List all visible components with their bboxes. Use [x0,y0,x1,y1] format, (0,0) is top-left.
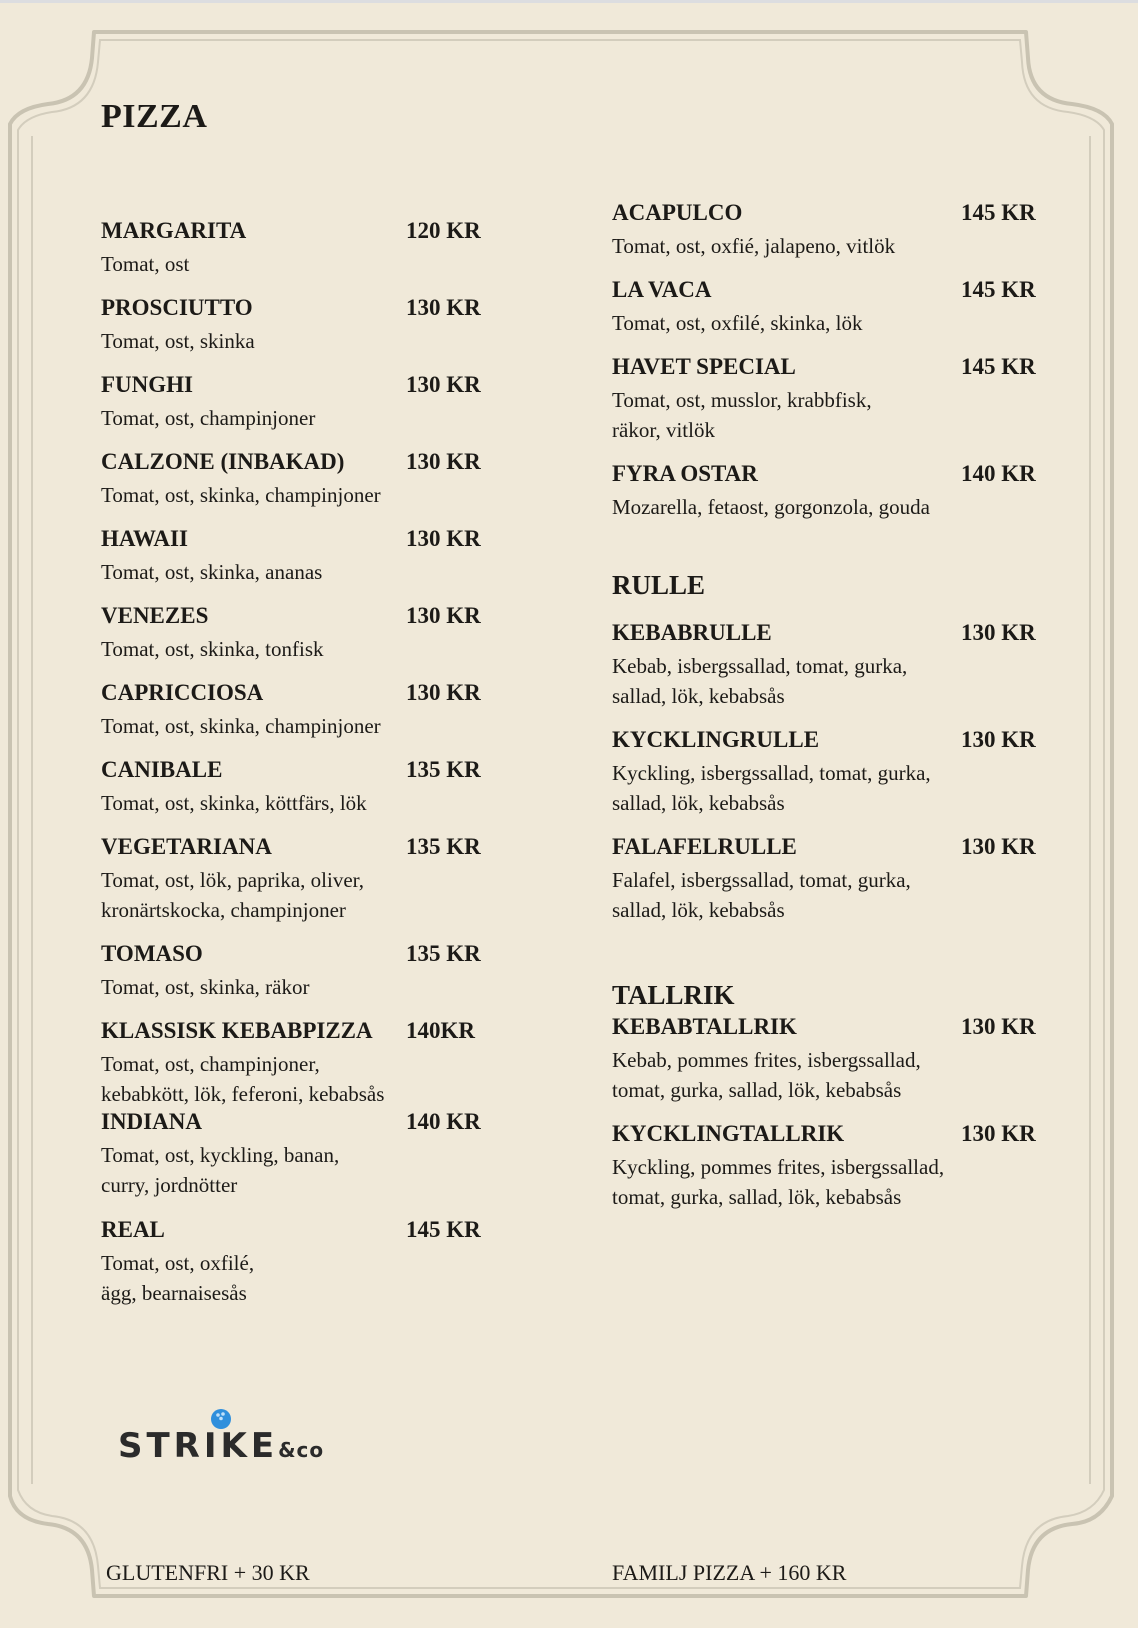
menu-item-hawaii [101,526,493,587]
item-price: 135 KR [406,941,481,966]
page-title: PIZZA [101,98,208,135]
menu-item-indiana [101,1109,493,1200]
item-name: TOMASO [101,941,203,966]
item-price: 130 KR [406,680,481,705]
item-description: Falafel, isbergssallad, tomat, gurka, sallad, lök, kebabsås [612,868,911,922]
menu-item-havet-special [612,354,1042,445]
item-description: Tomat, ost, champinjoner [101,406,316,430]
item-price: 140KR [406,1018,475,1043]
item-name: CAPRICCIOSA [101,680,264,705]
item-description: Kebab, isbergssallad, tomat, gurka, sallad, lök, kebabsås [612,654,908,708]
item-description: Tomat, ost, oxfilé, skinka, lök [612,311,863,335]
menu-item-kebabrulle [612,620,1042,711]
menu-item-funghi [101,372,493,433]
item-description: Tomat, ost, oxfilé, ägg, bearnaisesås [101,1251,255,1305]
item-price: 130 KR [961,727,1036,752]
item-name: HAWAII [101,526,188,551]
item-name: FALAFELRULLE [612,834,797,859]
item-description: Tomat, ost, lök, paprika, oliver, kronärtskocka, champinjoner [101,868,365,922]
logo-suffix-text: &co [278,1438,325,1462]
footer-family-pizza-note: FAMILJ PIZZA + 160 KR [612,1560,847,1585]
item-name: HAVET SPECIAL [612,354,796,379]
item-description: Kebab, pommes frites, isbergssallad, tomat, gurka, sallad, lök, kebabsås [612,1048,921,1102]
item-description: Tomat, ost, kyckling, banan, curry, jordnötter [101,1143,340,1197]
item-price: 130 KR [961,834,1036,859]
menu-item-real [101,1217,493,1308]
item-name: FYRA OSTAR [612,461,758,486]
item-description: Mozarella, fetaost, gorgonzola, gouda [612,495,931,519]
item-name: KYCKLINGTALLRIK [612,1121,845,1146]
item-price: 130 KR [961,1121,1036,1146]
menu-item-capricciosa [101,680,493,741]
item-name: KYCKLINGRULLE [612,727,820,752]
item-price: 145 KR [961,354,1036,379]
menu-item-fyra-ostar [612,461,1042,522]
menu-item-calzone [101,449,493,510]
item-price: 130 KR [406,449,481,474]
footer-glutenfree-note: GLUTENFRI + 30 KR [106,1560,310,1585]
menu-item-venezes [101,603,493,664]
item-description: Kyckling, pommes frites, isbergssallad, tomat, gurka, sallad, lök, kebabsås [612,1155,945,1209]
item-name: MARGARITA [101,218,247,243]
menu-item-tomaso [101,941,493,1002]
item-price: 130 KR [406,603,481,628]
menu-item-la-vaca [612,277,1042,338]
menu-item-klassisk-kebabpizza [101,1018,493,1109]
item-name: CANIBALE [101,757,223,782]
item-description: Tomat, ost, skinka, ananas [101,560,323,584]
item-price: 135 KR [406,757,481,782]
item-description: Tomat, ost, skinka [101,329,255,353]
item-name: KEBABRULLE [612,620,772,645]
item-description: Tomat, ost, skinka, champinjoner [101,714,381,738]
item-price: 130 KR [406,372,481,397]
item-description: Tomat, ost, skinka, champinjoner [101,483,381,507]
strike-logo [118,1418,358,1478]
item-name: REAL [101,1217,165,1242]
item-price: 145 KR [961,200,1036,225]
item-price: 140 KR [961,461,1036,486]
item-name: PROSCIUTTO [101,295,253,320]
item-price: 130 KR [961,620,1036,645]
item-name: KEBABTALLRIK [612,1014,797,1039]
item-name: VEGETARIANA [101,834,272,859]
logo-main-text: STRIKE [118,1426,279,1466]
item-description: Tomat, ost, skinka, räkor [101,975,310,999]
menu-item-falafelrulle [612,834,1042,925]
item-name: FUNGHI [101,372,193,397]
menu-item-margarita [101,218,493,279]
item-name: VENEZES [101,603,209,628]
item-price: 130 KR [961,1014,1036,1039]
item-price: 130 KR [406,526,481,551]
item-description: Tomat, ost [101,252,190,276]
item-name: INDIANA [101,1109,202,1134]
item-description: Tomat, ost, skinka, köttfärs, lök [101,791,367,815]
section-title-tallrik: TALLRIK [612,980,735,1010]
item-name: CALZONE (INBAKAD) [101,449,345,474]
item-price: 120 KR [406,218,481,243]
section-title-rulle: RULLE [612,570,706,600]
item-description: Tomat, ost, oxfié, jalapeno, vitlök [612,234,896,258]
menu-item-vegetariana [101,834,493,925]
item-price: 140 KR [406,1109,481,1134]
item-name: KLASSISK KEBABPIZZA [101,1018,373,1043]
item-description: Tomat, ost, musslor, krabbfisk, räkor, vitlök [612,388,872,442]
item-price: 130 KR [406,295,481,320]
item-name: ACAPULCO [612,200,743,225]
item-price: 145 KR [961,277,1036,302]
menu-item-prosciutto [101,295,493,356]
menu-item-acapulco [612,200,1042,261]
item-price: 135 KR [406,834,481,859]
item-description: Tomat, ost, skinka, tonfisk [101,637,324,661]
item-name: LA VACA [612,277,712,302]
item-price: 145 KR [406,1217,481,1242]
menu-item-kebabtallrik [612,1014,1042,1105]
item-description: Kyckling, isbergssallad, tomat, gurka, sallad, lök, kebabsås [612,761,931,815]
menu-item-canibale [101,757,493,818]
logo-wordmark [118,1426,324,1466]
menu-item-kycklingrulle [612,727,1042,818]
menu-item-kycklingtallrik [612,1121,1042,1212]
item-description: Tomat, ost, champinjoner, kebabkött, lök, feferoni, kebabsås [101,1052,385,1106]
